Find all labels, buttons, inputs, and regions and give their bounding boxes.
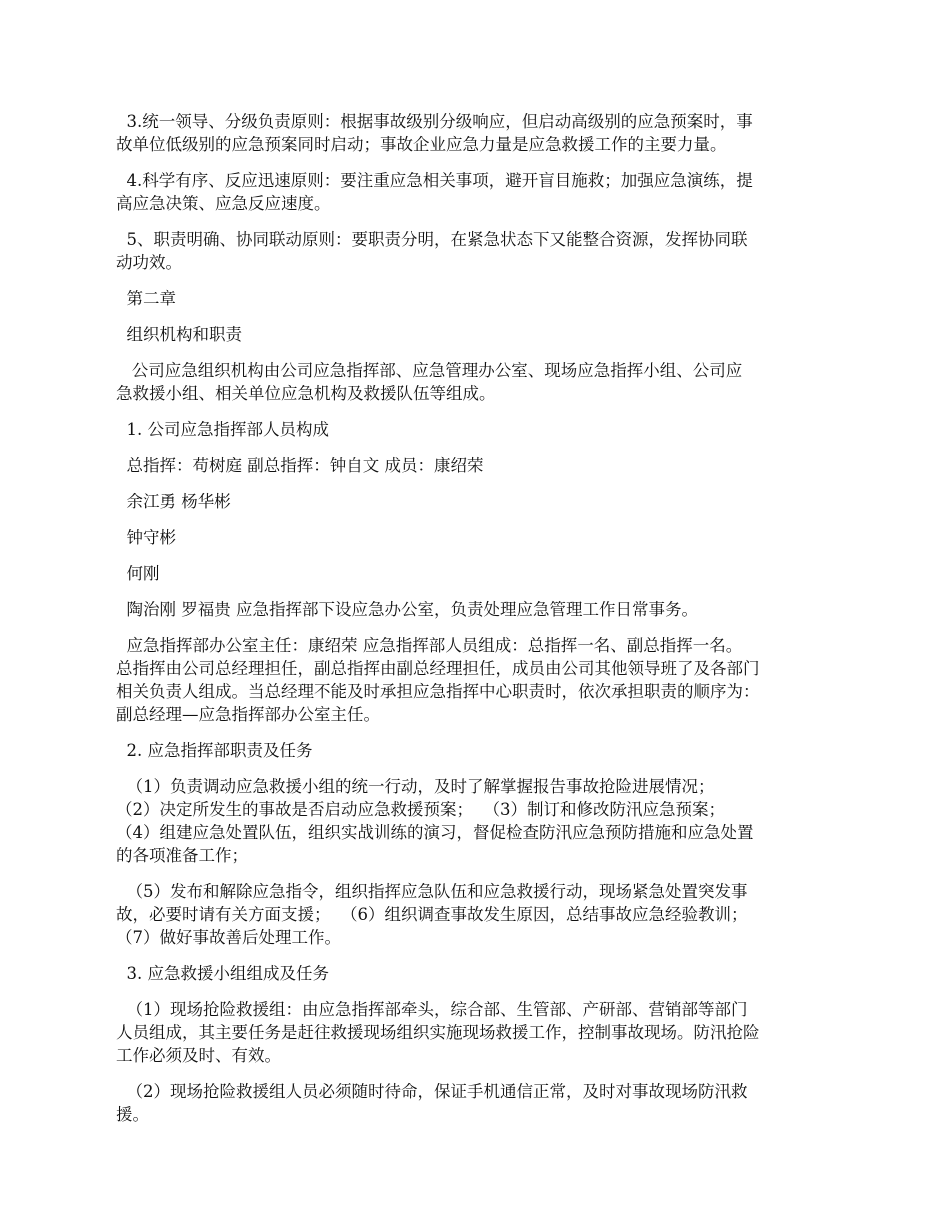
text-line: 人员组成，其主要任务是赶往救援现场组织实施现场救援工作，控制事故现场。防汛抢险: [116, 1023, 760, 1042]
paragraph: [116, 962, 838, 985]
text-line: 急救援小组、相关单位应急机构及救援队伍等组成。: [116, 384, 496, 403]
paragraph: [116, 562, 838, 585]
text-line: 1. 公司应急指挥部人员构成: [116, 420, 329, 439]
text-line: 故单位低级别的应急预案同时启动；事故企业应急力量是应急救援工作的主要力量。: [116, 135, 727, 154]
text-line: 5、职责明确、协同联动原则：要职责分明，在紧急状态下又能整合资源，发挥协同联: [116, 230, 748, 249]
text-line: 援。: [116, 1105, 149, 1124]
paragraph: [116, 228, 838, 274]
paragraph: [116, 634, 838, 726]
paragraph: [116, 359, 838, 405]
text-line: 工作必须及时、有效。: [116, 1046, 281, 1065]
text-line: 组织机构和职责: [116, 325, 242, 344]
paragraph: [116, 490, 838, 513]
paragraph: [116, 169, 838, 215]
paragraph: [116, 775, 838, 867]
paragraph: [116, 880, 838, 949]
paragraph: [116, 323, 838, 346]
text-line: 钟守彬: [116, 528, 176, 547]
paragraph: [116, 998, 838, 1067]
paragraph: [116, 110, 838, 156]
text-line: 第二章: [116, 289, 176, 308]
text-line: 公司应急组织机构由公司应急指挥部、应急管理办公室、现场应急指挥小组、公司应: [116, 361, 743, 380]
text-line: 故，必要时请有关方面支援； （6）组织调查事故发生原因，总结事故应急经验教训；: [116, 905, 748, 924]
text-line: 4.科学有序、反应迅速原则：要注重应急相关事项，避开盲目施救；加强应急演练，提: [116, 171, 753, 190]
paragraph: [116, 1080, 838, 1126]
text-line: 总指挥由公司总经理担任，副总指挥由副总经理担任，成员由公司其他领导班了及各部门: [116, 659, 760, 678]
text-line: （7）做好事故善后处理工作。: [116, 928, 341, 947]
text-line: 陶治刚 罗福贵 应急指挥部下设应急办公室，负责处理应急管理工作日常事务。: [116, 600, 698, 619]
text-line: 的各项准备工作；: [116, 846, 248, 865]
paragraph: [116, 526, 838, 549]
text-line: 相关负责人组成。当总经理不能及时承担应急指挥中心职责时，依次承担职责的顺序为：: [116, 682, 760, 701]
text-line: 动功效。: [116, 253, 182, 272]
text-line: 3. 应急救援小组组成及任务: [116, 964, 329, 983]
paragraph: [116, 287, 838, 310]
text-line: 余江勇 杨华彬: [116, 492, 231, 511]
text-line: 何刚: [116, 564, 160, 583]
paragraph: [116, 739, 838, 762]
text-line: 副总经理—应急指挥部办公室主任。: [116, 705, 380, 724]
paragraph: [116, 418, 838, 441]
paragraph: [116, 598, 838, 621]
text-line: 3.统一领导、分级负责原则：根据事故级别分级响应，但启动高级别的应急预案时，事: [116, 112, 753, 131]
text-line: （4）组建应急处置队伍，组织实战训练的演习，督促检查防汛应急预防措施和应急处置: [116, 823, 754, 842]
text-line: （2）现场抢险救援组人员必须随时待命，保证手机通信正常，及时对事故现场防汛救: [116, 1082, 748, 1101]
text-line: （1）负责调动应急救援小组的统一行动，及时了解掌握报告事故抢险进展情况；: [116, 777, 715, 796]
text-line: （1）现场抢险救援组：由应急指挥部牵头，综合部、生管部、产研部、营销部等部门: [116, 1000, 748, 1019]
text-line: （5）发布和解除应急指令，组织指挥应急队伍和应急救援行动，现场紧急处置突发事: [116, 882, 748, 901]
text-line: 2. 应急指挥部职责及任务: [116, 741, 313, 760]
text-line: 总指挥：苟树庭 副总指挥：钟自文 成员：康绍荣: [116, 456, 484, 475]
text-line: 应急指挥部办公室主任：康绍荣 应急指挥部人员组成：总指挥一名、副总指挥一名。: [116, 636, 743, 655]
paragraph: [116, 454, 838, 477]
text-line: 高应急决策、应急反应速度。: [116, 194, 331, 213]
document-body: [116, 110, 838, 1139]
text-line: （2）决定所发生的事故是否启动应急救援预案； （3）制订和修改防汛应急预案；: [116, 800, 725, 819]
